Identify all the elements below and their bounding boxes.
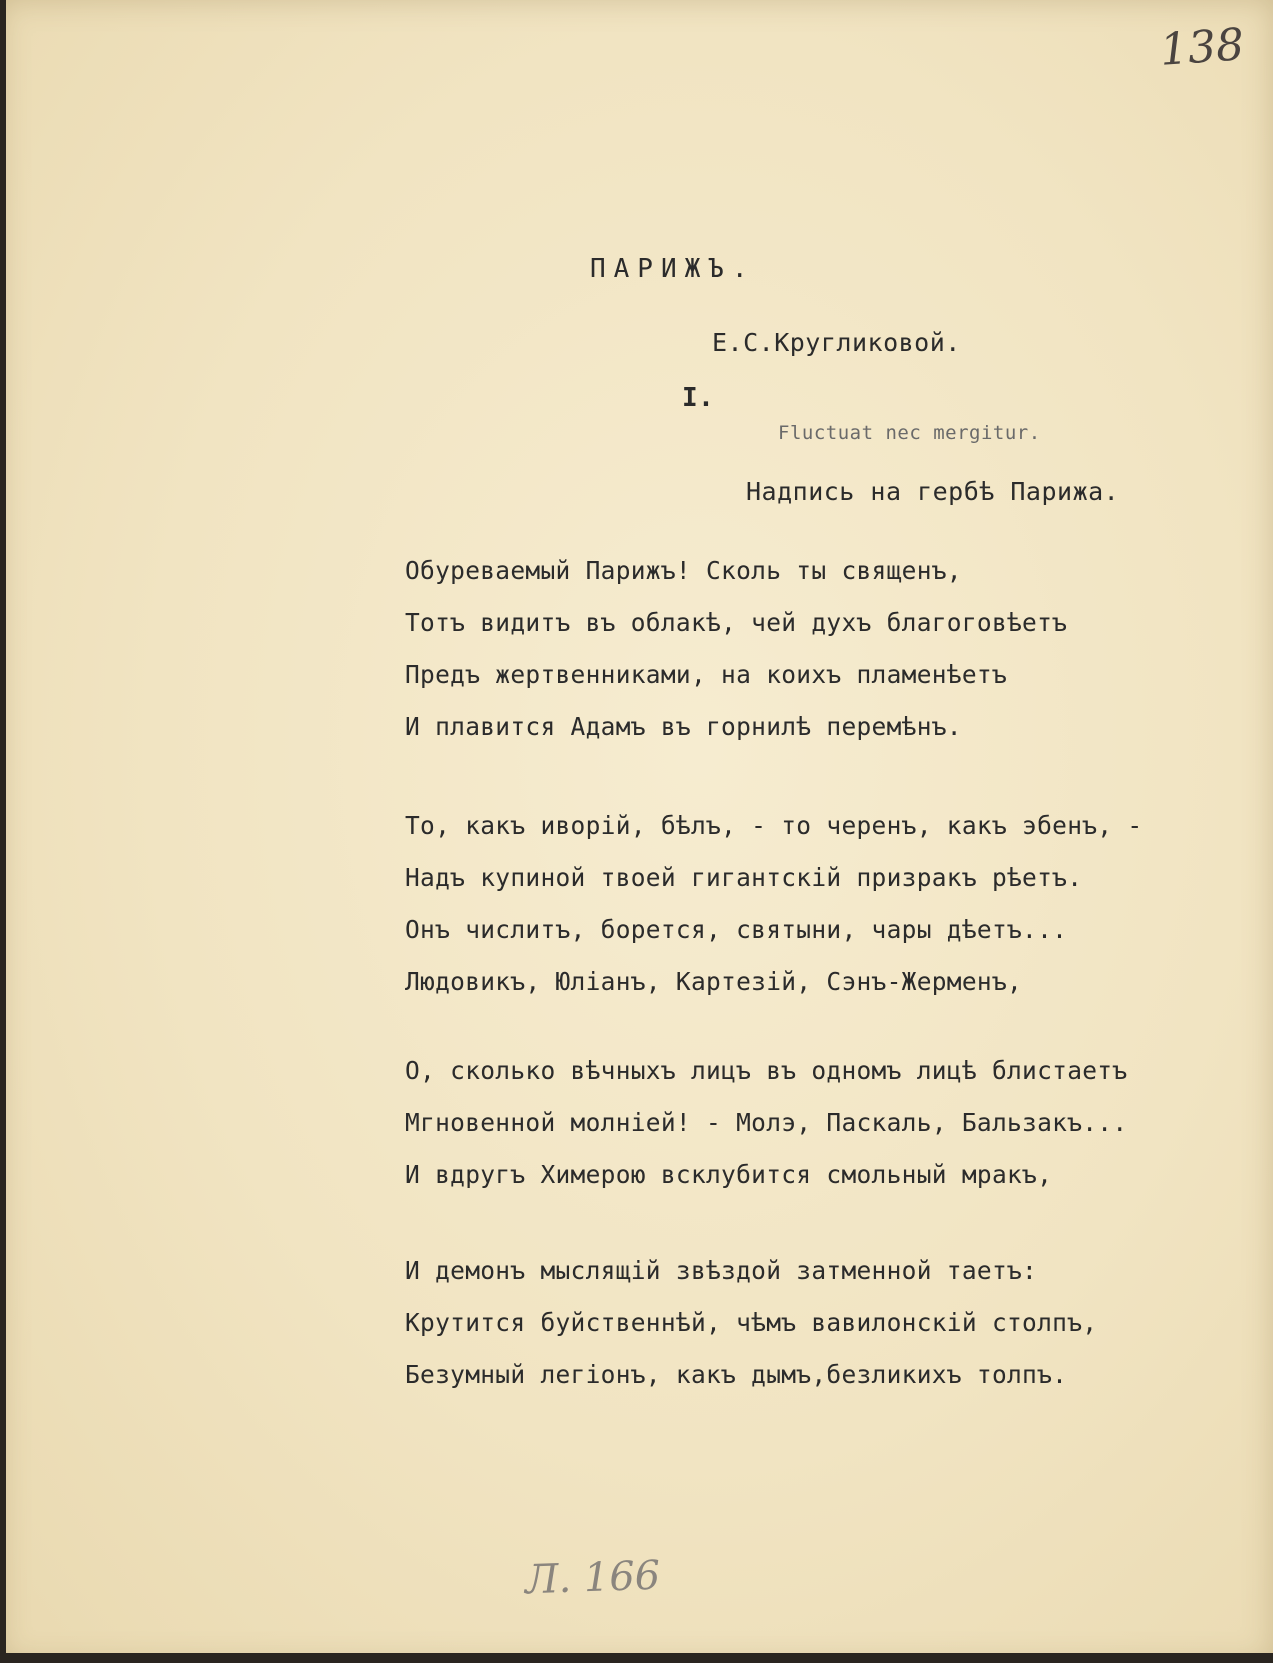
verse-line: То, какъ иворій, бѣлъ, - то черенъ, какъ эбенъ, - [405,811,1143,840]
folio-number: 138 [1158,19,1246,76]
verse-line: Тотъ видитъ въ облакѣ, чей духъ благоговѣетъ [405,608,1068,637]
verse-line: Онъ числитъ, борется, святыни, чары дѣетъ... [405,915,1068,944]
verse-line: Крутится буйственнѣй, чѣмъ вавилонскій столпъ, [405,1308,1098,1337]
verse-line: Предъ жертвенниками, на коихъ пламенѣетъ [405,660,1008,689]
verse-line: Обуреваемый Парижъ! Сколь ты священъ, [405,556,962,585]
section-numeral: I. [682,383,715,413]
verse-line: Надъ купиной твоей гигантскій призракъ рѣетъ. [405,863,1083,892]
verse-line: Мгновенной молніей! - Молэ, Паскаль, Бальзакъ... [405,1108,1128,1137]
stanza-1 [405,545,1067,753]
dedication: Е.С.Кругликовой. [712,328,961,357]
verse-line: И демонъ мыслящій звѣздой затменной таетъ: [405,1256,1038,1285]
verse-line: И плавится Адамъ въ горнилѣ перемѣнъ. [405,712,962,741]
poem-title: ПАРИЖЪ. [590,254,756,284]
epigraph-source: Надпись на гербѣ Парижа. [746,477,1120,506]
verse-line: Безумный легіонъ, какъ дымъ,безликихъ толпъ. [405,1360,1068,1389]
sheet-number: Л. 166 [524,1552,661,1604]
scan-edge-bottom [0,1653,1273,1663]
stanza-4 [405,1245,1097,1401]
scan-edge-left [0,0,6,1663]
stanza-3 [405,1045,1127,1201]
stanza-2 [405,800,1142,1008]
epigraph: Fluctuat nec mergitur. [778,422,1041,444]
verse-line: Людовикъ, Юліанъ, Картезій, Сэнъ-Жерменъ, [405,967,1023,996]
verse-line: О, сколько вѣчныхъ лицъ въ одномъ лицѣ блистаетъ [405,1056,1128,1085]
verse-line: И вдругъ Химерою всклубится смольный мракъ, [405,1160,1053,1189]
